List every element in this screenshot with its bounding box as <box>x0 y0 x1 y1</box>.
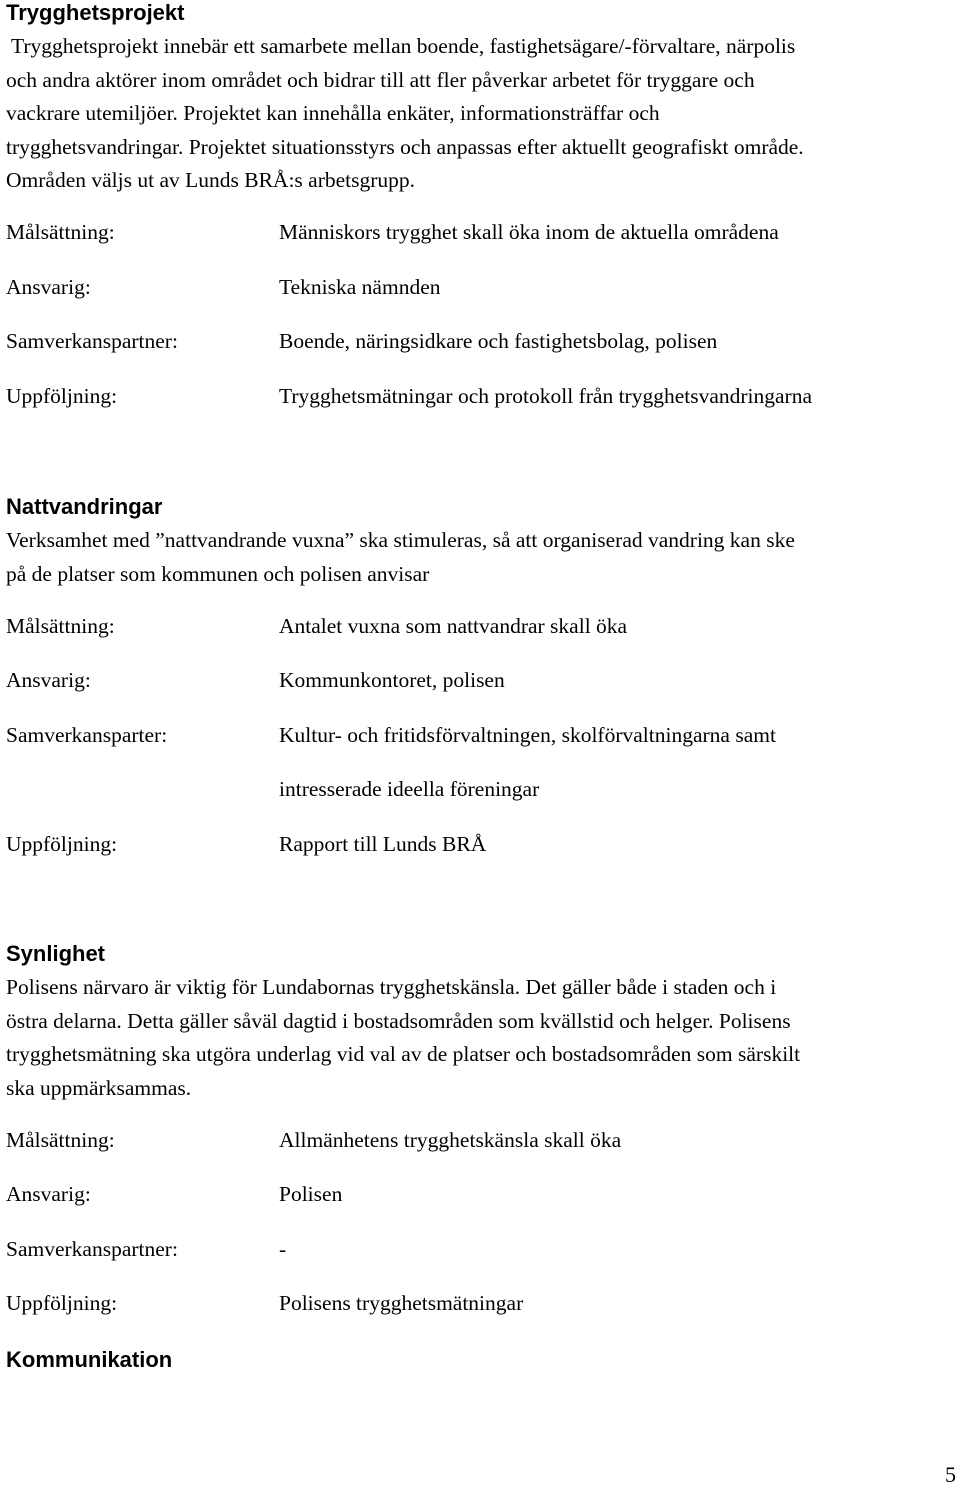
field-value: Trygghetsmätningar och protokoll från trygghetsvandringarna <box>279 383 813 408</box>
body-line: trygghetsvandringar. Projektet situationsstyrs och anpassas efter aktuellt geografiskt område. <box>6 134 804 159</box>
section-heading: Nattvandringar <box>6 494 163 519</box>
section-heading: Trygghetsprojekt <box>6 0 185 25</box>
field-value: Kultur- och fritidsförvaltningen, skolförvaltningarna samt <box>279 722 776 747</box>
field-row <box>6 1113 946 1168</box>
body-line: ska uppmärksammas. <box>6 1075 192 1100</box>
field-value: Allmänhetens trygghetskänsla skall öka <box>279 1127 622 1152</box>
body-line: Trygghetsprojekt innebär ett samarbete mellan boende, fastighetsägare/-förvaltare, närpolis <box>6 34 796 58</box>
body-line: på de platser som kommunen och polisen anvisar <box>6 561 430 586</box>
body-line: östra delarna. Detta gäller såväl dagtid i bostadsområden som kvällstid och helger. Polisens <box>6 1008 791 1033</box>
body-line: trygghetsmätning ska utgöra underlag vid val av de platser och bostadsområden som särskilt <box>6 1042 801 1066</box>
field-label: Samverkansparter: <box>6 722 168 747</box>
field-label: Uppföljning: <box>6 383 118 408</box>
field-label: Målsättning: <box>6 1127 115 1152</box>
field-value: intresserade ideella föreningar <box>279 777 540 802</box>
field-value: Tekniska nämnden <box>279 274 441 299</box>
section-heading: Synlighet <box>6 941 106 966</box>
section-synlighet <box>6 941 946 1331</box>
field-label: Ansvarig: <box>6 1182 91 1207</box>
field-row <box>6 708 946 763</box>
field-value: Människors trygghet skall öka inom de aktuella områdena <box>279 220 779 245</box>
field-label: Samverkanspartner: <box>6 1236 178 1261</box>
body-line: Verksamhet med ”nattvandrande vuxna” ska stimuleras, så att organiserad vandring kan ske <box>6 528 795 552</box>
body-line: Områden väljs ut av Lunds BRÅ:s arbetsgrupp. <box>6 168 416 192</box>
field-label: Målsättning: <box>6 220 115 245</box>
field-row <box>6 206 946 261</box>
field-label: Målsättning: <box>6 613 115 638</box>
field-row-continuation <box>6 763 946 818</box>
field-label: Uppföljning: <box>6 1291 118 1316</box>
field-label: Ansvarig: <box>6 668 91 693</box>
field-row <box>6 1168 946 1223</box>
field-row <box>6 1222 946 1277</box>
body-line: vackrare utemiljöer. Projektet kan innehålla enkäter, informationsträffar och <box>6 101 660 125</box>
field-value: Rapport till Lunds BRÅ <box>279 831 487 856</box>
field-row <box>6 817 946 872</box>
field-row <box>6 654 946 709</box>
field-row <box>6 315 946 370</box>
field-label: Samverkanspartner: <box>6 329 178 354</box>
body-line: Polisens närvaro är viktig för Lundabornas trygghetskänsla. Det gäller både i staden och i <box>6 975 777 999</box>
field-value: Polisens trygghetsmätningar <box>279 1291 524 1316</box>
field-label: Ansvarig: <box>6 274 91 299</box>
field-row <box>6 260 946 315</box>
body-line: och andra aktörer inom området och bidrar till att fler påverkar arbetet för tryggare och <box>6 67 755 92</box>
field-row <box>6 369 946 424</box>
field-value: Polisen <box>279 1182 343 1207</box>
field-value: Antalet vuxna som nattvandrar skall öka <box>279 613 628 638</box>
field-label: Uppföljning: <box>6 831 118 856</box>
section-heading: Kommunikation <box>6 1347 173 1372</box>
field-value: Kommunkontoret, polisen <box>279 668 505 693</box>
field-row <box>6 599 946 654</box>
section-kommunikation <box>6 1347 946 1373</box>
field-value: - <box>279 1236 287 1261</box>
field-row <box>6 1277 946 1332</box>
section-nattvandringar <box>6 494 946 872</box>
section-trygghetsprojekt <box>6 0 946 424</box>
page-number: 5 <box>945 1462 956 1487</box>
field-value: Boende, näringsidkare och fastighetsbolag, polisen <box>279 329 718 354</box>
